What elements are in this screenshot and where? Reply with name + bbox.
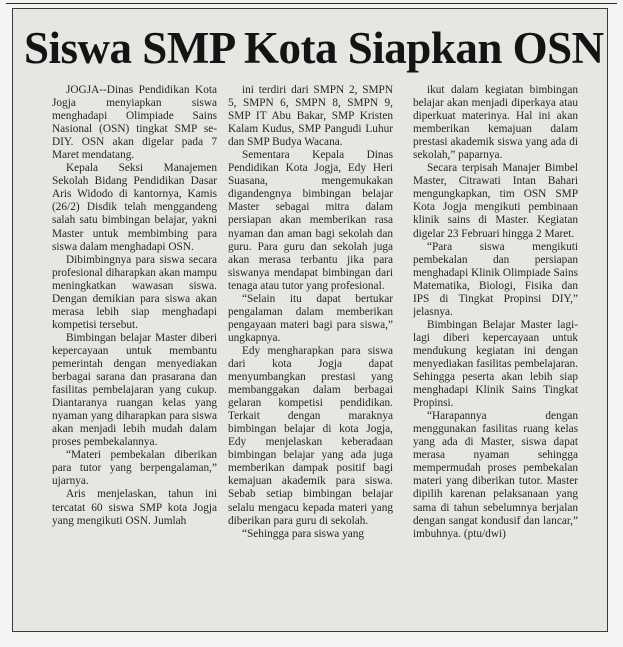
article-column-3 <box>413 84 578 616</box>
article-paragraph: Bimbingan belajar Master diberi kepercayaan untuk membantu pemerintah dengan menyediakan berbagai sarana dan prasarana dan fasilitas pembelajaran yang cukup. Diantaranya ruangan kelas yang nyaman yang diharapkan para siswa akan menjadi lebih mudah dalam proses pembekalannya. <box>52 331 217 449</box>
top-rule <box>6 3 617 4</box>
article-paragraph: “Sehingga para siswa yang <box>242 527 365 540</box>
article-column-1 <box>52 84 217 616</box>
article-column-2 <box>228 84 393 616</box>
article-paragraph: JOGJA--Dinas Pendidikan Kota Jogja menyiapkan siswa menghadapi Olimpiade Sains Nasional (OSN) tingkat SMP se-DIY. OSN akan digelar pada 7 Maret mendatang. <box>52 84 217 162</box>
article-paragraph: Dibimbingnya para siswa secara profesional diharapkan akan mampu meningkatkan wawasan siswa. Dengan demikian para siswa akan merasa lebih siap menghadapi kompetisi tersebut. <box>52 253 217 331</box>
article-paragraph: “Harapannya dengan menggunakan fasilitas ruang kelas yang ada di Master, siswa dapat merasa nyaman sehingga mempermudah proses pembekalan materi yang diberikan tutor. Master dipilih karenan pelaksanaan yang sama di tahun sebelumnya berjalan dengan sangat kondusif dan lancar,” imbuhnya. (ptu/dwi) <box>413 410 578 540</box>
article-paragraph: Secara terpisah Manajer Bimbel Master, Citrawati Intan Bahari mengungkapkan, tim OSN SMP Kota Jogja mengikuti pembinaan klinik sains di Master. Kegiatan digelar 23 Februari hingga 2 Maret. <box>413 162 578 240</box>
article-paragraph: Kepala Seksi Manajemen Sekolah Bidang Pendidikan Dasar Aris Widodo di kantornya, Kamis (26/2) Disdik telah menggandeng salah satu bimbingan belajar, yakni Master untuk membimbing para siswa dalam menghadapi OSN. <box>52 162 217 253</box>
article-paragraph: “Para siswa mengikuti pembekalan dan persiapan menghadapi Klinik Olimpiade Sains Matematika, Biologi, Fisika dan IPS di Tingkat Propinsi DIY,” jelasnya. <box>413 240 578 318</box>
article-paragraph: Edy mengharapkan para siswa dari kota Jogja dapat menyumbangkan prestasi yang membanggakan dalam berbagai gelaran kompetisi pendidikan. Terkait dengan maraknya bimbingan belajar di kota Jogja, Edy menjelaskan keberadaan bimbingan belajar yang ada juga memberikan dampak positif bagi kemajuan akademik para siswa. Sebab setiap bimbingan belajar selalu mengacu kepada materi yang diberikan para guru di sekolah. <box>228 344 393 527</box>
article-paragraph: “Materi pembekalan diberikan para tutor yang berpengalaman,” ujarnya. <box>52 449 217 488</box>
article-paragraph: “Selain itu dapat bertukar pengalaman dalam memberikan pengayaan materi bagi para siswa,” ungkapnya. <box>228 292 393 344</box>
article-paragraph: Aris menjelaskan, tahun ini tercatat 60 siswa SMP kota Jogja yang mengikuti OSN. Jumlah <box>52 488 217 527</box>
article-paragraph: ikut dalam kegiatan bimbingan belajar akan menjadi diperkaya atau diperkuat materinya. Hal ini akan memberikan kemajuan dalam prestasi akademik siswa yang ada di sekolah,” paparnya. <box>413 84 578 162</box>
article-paragraph: Sementara Kepala Dinas Pendidikan Kota Jogja, Edy Heri Suasana, mengemukakan digandengnya bimbingan belajar Master sebagai mitra dalam persiapan akan memberikan rasa nyaman dan aman bagi sekolah dan guru. Para guru dan sekolah juga akan merasa terbantu jika para siswanya mendapat bimbingan dari tenaga atau tutor yang profesional. <box>228 149 393 292</box>
article-headline: Siswa SMP Kota Siapkan OSN <box>24 23 604 73</box>
article-paragraph: Bimbingan Belajar Master lagi-lagi diberi kepercayaan untuk mendukung kegiatan ini dengan menyediakan fasilitas pembelajaran. Sehingga peserta akan lebih siap menghadapi Klinik Sains Tingkat Propinsi. <box>413 318 578 410</box>
article-paragraph: ini terdiri dari SMPN 2, SMPN 5, SMPN 6, SMPN 8, SMPN 9, SMP IT Abu Bakar, SMP Kristen Kalam Kudus, SMP Pangudi Luhur dan SMP Budya Wacana. <box>228 84 393 149</box>
